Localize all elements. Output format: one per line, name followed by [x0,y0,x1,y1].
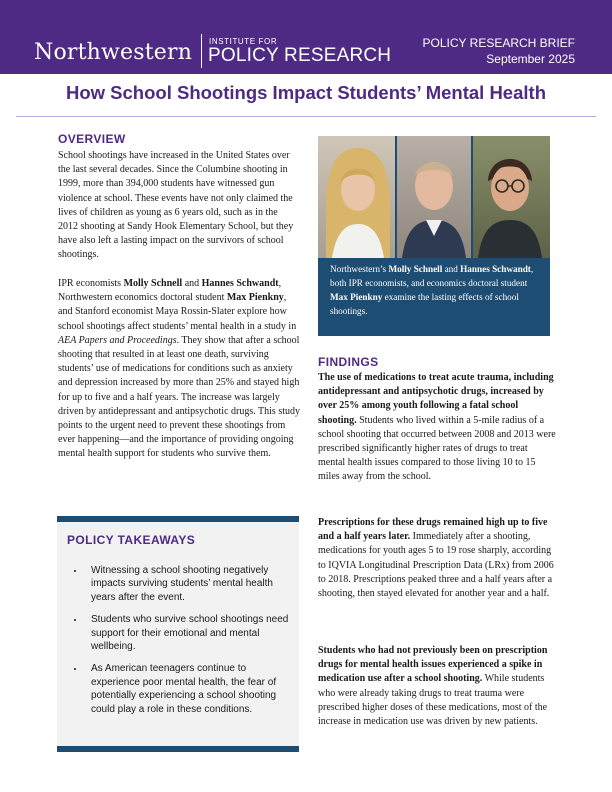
overview-paragraph-1: School shootings have increased in the United States over the last several decades. Since the Columbine shooting in 1999, more than 394,000 students have witnessed gun violence at school. These events have not only claimed the lives of children as young as 6 years old, such as in the 2012 shooting at Sandy Hook Elementary School, but they have also left a lasting impact on the survivors of school shootings. [58,150,294,261]
header-banner [0,0,612,74]
findings-paragraph-1: The use of medications to treat acute trauma, including antidepressant and antipsychotic drugs, increased by over 25% among youth following a fatal school shooting. Students who lived within a 5-mile radius of a school shooting that occurred between 2008 and 2013 were prescribed significantly higher rates of drugs to treat mental health issues compared to those living 10 to 15 miles away from the school. [318,372,556,483]
takeaways-list [75,564,297,725]
institute-label-small: INSTITUTE FOR [209,37,278,46]
institute-label-large: POLICY RESEARCH [208,45,392,66]
brief-type: POLICY RESEARCH BRIEF [422,36,575,50]
overview-paragraph-2: IPR economists Molly Schnell and Hannes Schwandt, Northwestern economics doctoral student Max Pienkny, and Stanford economist Maya Rossin-Slater explore how school shootings affect students’ mental health in a study in AEA Papers and Proceedings. They show that after a school shooting that resulted in at least one death, surviving students’ use of medications for conditions such as anxiety and depression increased by more than 25% and stayed high for up to five and a half years. The increase was largely driven by antidepressant and antipsychotic drugs. This study points to the urgent need to prevent these shootings from ever happening—and the importance of providing ongoing mental health support for students who survive them. [58,278,300,460]
takeaway-item: • Witnessing a school shooting negatively impacts surviving students’ mental health years after the event. [85,564,297,604]
policy-takeaways-box [57,516,299,752]
researchers-photo [318,136,550,258]
policy-takeaways-heading: POLICY TAKEAWAYS [67,533,196,547]
overview-heading: OVERVIEW [58,132,126,146]
title-divider [16,116,596,117]
researchers-photo-image [318,136,550,258]
findings-heading: FINDINGS [318,355,379,369]
page-title: How School Shootings Impact Students’ Mental Health [65,82,546,103]
logo-divider [201,34,202,68]
findings-paragraph-3: Students who had not previously been on prescription drugs for mental health issues experienced a spike in medication use after a school shooting. While students who were already taking drugs to treat trauma were prescribed higher doses of these medications, most of the increase in medication use was driven by new patients. [318,645,548,728]
takeaway-item: • As American teenagers continue to experience poor mental health, the fear of potentially experiencing a school shooting could play a role in these conditions. [85,662,297,716]
photo-caption: Northwestern’s Molly Schnell and Hannes Schwandt, both IPR economists, and economics doctoral student Max Pienkny examine the lasting effects of school shootings. [330,264,534,316]
takeaway-item: • Students who survive school shootings need support for their emotional and mental wellbeing. [85,613,297,653]
brief-date: September 2025 [486,52,575,66]
findings-paragraph-2: Prescriptions for these drugs remained high up to five and a half years later. Immediately after a shooting, medications for youth ages 5 to 19 rose sharply, according to IQVIA Longitudinal Prescription Data (LRx) from 2006 to 2018. Prescriptions peaked three and a half years after a shooting, then stayed elevated for another year and a half. [318,517,554,600]
northwestern-logo: Northwestern [34,40,193,65]
